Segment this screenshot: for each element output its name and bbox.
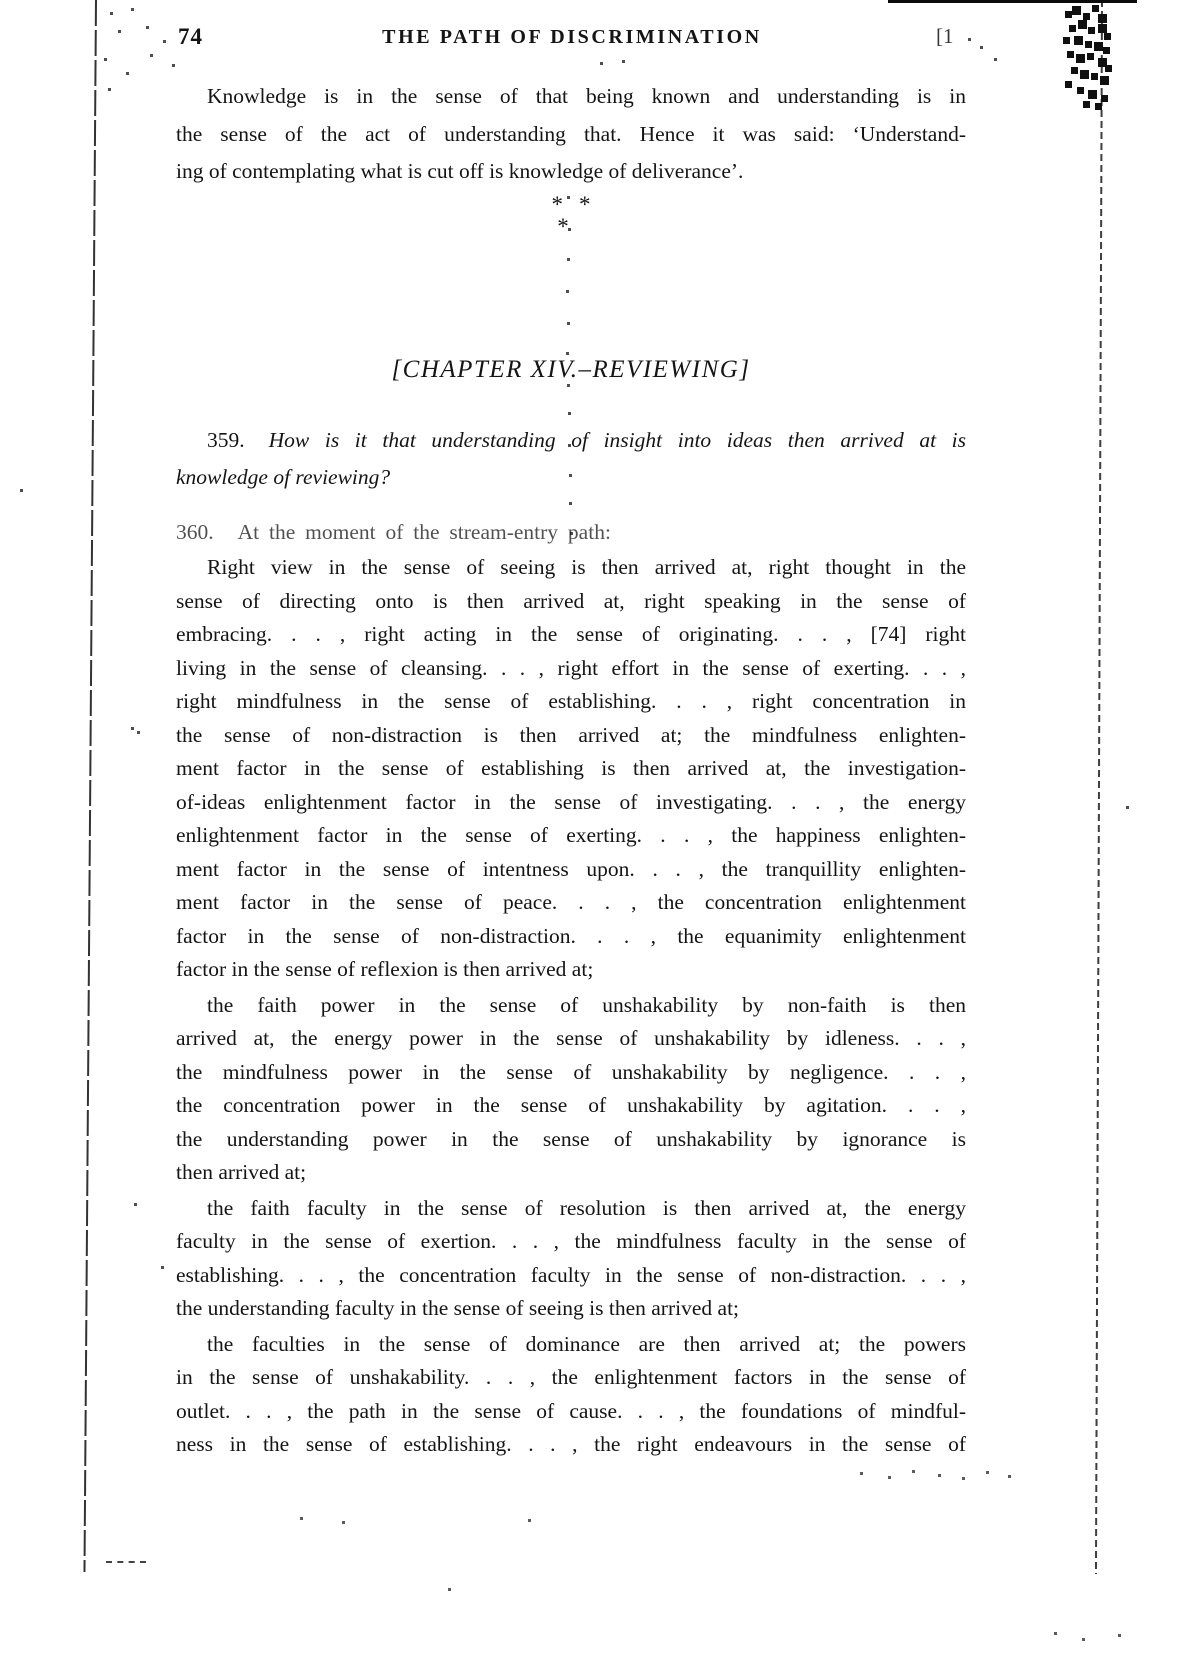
chapter-heading: [CHAPTER XIV.–REVIEWING] bbox=[391, 356, 751, 383]
section-number: 359. bbox=[207, 428, 245, 452]
section-text: At the moment of the stream-entry path: bbox=[237, 520, 611, 544]
page-header bbox=[176, 22, 968, 56]
text-line: sense of directing onto is then arrived at, right speaking in the sense of bbox=[176, 588, 966, 613]
intro-paragraph bbox=[176, 78, 966, 191]
ink-blob bbox=[1058, 4, 1063, 9]
text-line bbox=[176, 422, 966, 459]
section-359 bbox=[176, 422, 966, 495]
page-number: 74 bbox=[178, 24, 203, 49]
body-text bbox=[176, 551, 966, 1462]
text-line: the faith faculty in the sense of resolution is then arrived at, the energy bbox=[207, 1195, 966, 1220]
text-line: Knowledge is in the sense of that being known and understanding is in bbox=[207, 84, 966, 108]
scan-edge-top-line bbox=[888, 0, 1137, 3]
text-line: Right view in the sense of seeing is then arrived at, right thought in the bbox=[207, 555, 966, 579]
body-paragraph bbox=[176, 1192, 966, 1326]
scan-edge-left-line bbox=[83, 0, 97, 1572]
section-question-line: knowledge of reviewing? bbox=[176, 464, 391, 489]
body-paragraph bbox=[176, 551, 966, 987]
scan-speckles bbox=[0, 0, 3, 3]
text-line: factor in the sense of non-distraction. . . , the equanimity enlightenment bbox=[176, 923, 966, 948]
text-line: then arrived at; bbox=[176, 1160, 307, 1184]
section-divider bbox=[176, 192, 966, 239]
asterisk-glyph: * bbox=[551, 192, 563, 217]
running-title: THE PATH OF DISCRIMINATION bbox=[382, 26, 762, 48]
text-line: ness in the sense of establishing. . . , the right endeavours in the sense of bbox=[176, 1432, 966, 1456]
text-line: the understanding faculty in the sense of seeing is then arrived at; bbox=[176, 1296, 740, 1320]
text-line: the mindfulness power in the sense of unshakability by negligence. . . , bbox=[176, 1059, 966, 1084]
text-line: the faculties in the sense of dominance are then arrived at; the powers bbox=[207, 1331, 966, 1356]
text-line: establishing. . . , the concentration faculty in the sense of non-distraction. . . , bbox=[176, 1262, 966, 1287]
text-line: the sense of non-distraction is then arrived at; the mindfulness enlighten- bbox=[176, 722, 966, 747]
section-360 bbox=[176, 517, 966, 547]
folio-mark: [1 bbox=[936, 24, 954, 48]
text-line: ing of contemplating what is cut off is knowledge of deliverance’. bbox=[176, 159, 744, 183]
text-line: ment factor in the sense of intentness upon. . . , the tranquillity enlighten- bbox=[176, 856, 966, 881]
text-line: factor in the sense of reflexion is then arrived at; bbox=[176, 957, 594, 981]
text-line: the concentration power in the sense of unshakability by agitation. . . , bbox=[176, 1093, 966, 1117]
text-line: living in the sense of cleansing. . . , right effort in the sense of exerting. . . , bbox=[176, 655, 966, 680]
scan-corner-mark bbox=[106, 1561, 146, 1563]
text-line: the sense of the act of understanding that. Hence it was said: ‘Understand- bbox=[176, 121, 966, 146]
text-line: ment factor in the sense of establishing is then arrived at, the investigation- bbox=[176, 756, 966, 780]
text-line: arrived at, the energy power in the sense of unshakability by idleness. . . , bbox=[176, 1026, 966, 1050]
text-line: the faith power in the sense of unshakability by non-faith is then bbox=[207, 992, 966, 1017]
text-line: in the sense of unshakability. . . , the enlightenment factors in the sense of bbox=[176, 1365, 966, 1389]
text-line: right mindfulness in the sense of establishing. . . , right concentration in bbox=[176, 689, 966, 713]
body-paragraph bbox=[176, 1328, 966, 1462]
text-line: faculty in the sense of exertion. . . , the mindfulness faculty in the sense of bbox=[176, 1229, 966, 1253]
asterisk-glyph: * bbox=[579, 192, 591, 217]
text-line: embracing. . . , right acting in the sense of originating. . . , [74] right bbox=[176, 622, 966, 646]
text-line: of-ideas enlightenment factor in the sense of investigating. . . , the energy bbox=[176, 789, 966, 814]
section-question-line: How is it that understanding of insight into ideas then arrived at is bbox=[268, 428, 966, 452]
text-line: ment factor in the sense of peace. . . , the concentration enlightenment bbox=[176, 890, 966, 914]
asterisk-glyph: * bbox=[557, 214, 569, 239]
section-number: 360. bbox=[176, 520, 214, 544]
scan-edge-right-line bbox=[1095, 0, 1103, 1574]
body-paragraph bbox=[176, 989, 966, 1190]
text-line: the understanding power in the sense of unshakability by ignorance is bbox=[176, 1126, 966, 1151]
text-line: outlet. . . , the path in the sense of cause. . . , the foundations of mindful- bbox=[176, 1398, 966, 1423]
text-line: enlightenment factor in the sense of exerting. . . , the happiness enlighten- bbox=[176, 823, 966, 847]
star-row-bottom bbox=[168, 214, 958, 239]
text-line bbox=[176, 459, 966, 496]
